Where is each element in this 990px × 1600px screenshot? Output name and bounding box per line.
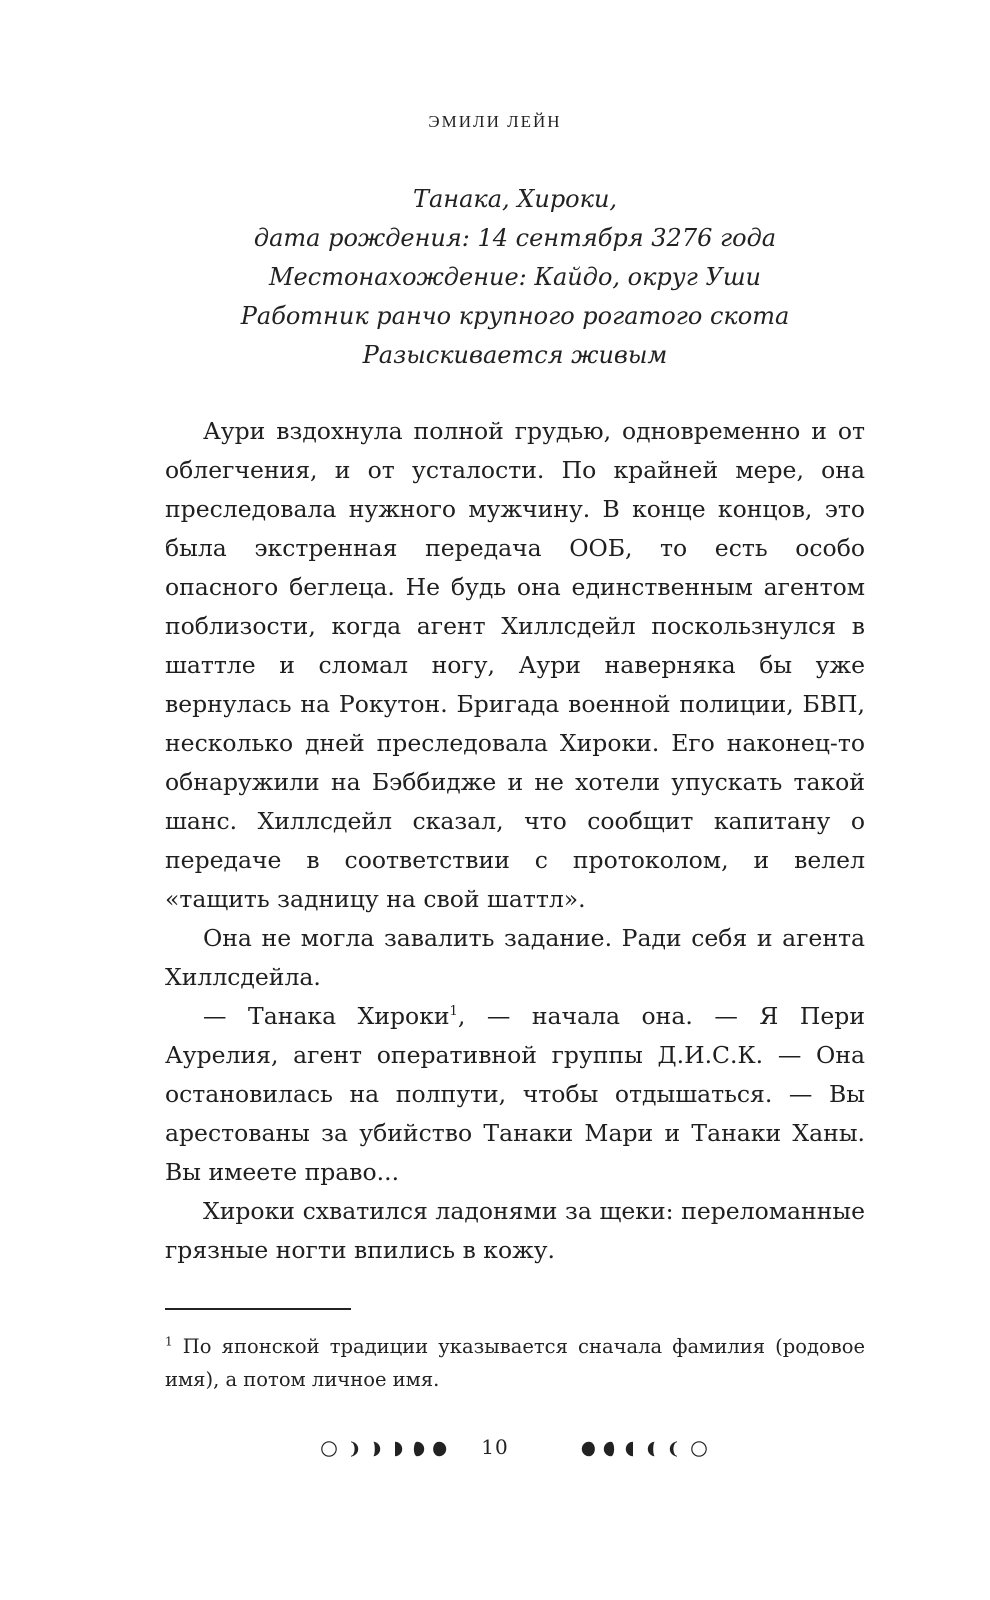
moon-waning-gibbous-icon: [624, 1440, 642, 1458]
dialogue-paragraph: [165, 997, 865, 1192]
moon-waning-crescent-icon: [668, 1440, 686, 1458]
moon-first-quarter-icon: [364, 1440, 382, 1458]
epigraph: [165, 180, 865, 375]
moon-new-icon: [430, 1440, 448, 1458]
moon-full-icon: [320, 1440, 338, 1458]
dialogue-text: — Танака Хироки: [203, 1002, 450, 1030]
page-number: 10: [481, 1435, 509, 1459]
moon-phase-ornament-right: [580, 1438, 708, 1460]
epigraph-line: Разыскивается живым: [362, 341, 668, 369]
paragraph: Хироки схватился ладонями за щеки: переломанные грязные ногти впились в кожу.: [165, 1197, 865, 1264]
paragraph: Аури вздохнула полной грудью, одновременно и от облегчения, и от усталости. По крайней мере, она преследовала нужного мужчину. В конце концов, это была экстренная передача ООБ, то есть особо опасного беглеца. Не будь она единственным агентом поблизости, когда агент Хиллсдейл поскользнулся в шаттле и сломал ногу, Аури наверняка бы уже вернулась на Рокутон. Бригада военной полиции, БВП, несколько дней преследовала Хироки. Его наконец-то обнаружили на Бэббидже и не хотели упускать такой шанс. Хиллсдейл сказал, что сообщит капитану о передаче в соответствии с протоколом, и велел «тащить задницу на свой шаттл».: [165, 417, 865, 913]
epigraph-line: дата рождения: 14 сентября 3276 года: [253, 224, 777, 252]
footnote-reference[interactable]: 1: [449, 1004, 458, 1020]
body-text: [165, 412, 865, 1270]
paragraph: Она не могла завалить задание. Ради себя и агента Хиллсдейла.: [165, 924, 865, 991]
epigraph-line: Местонахождение: Кайдо, округ Уши: [268, 263, 762, 291]
moon-last-quarter-icon: [646, 1440, 664, 1458]
epigraph-line: Работник ранчо крупного рогатого скота: [240, 302, 790, 330]
moon-new-icon: [580, 1440, 598, 1458]
moon-waxing-gibbous-icon: [386, 1440, 404, 1458]
dialogue-text: , — начала она. — Я Пери Аурелия, агент оперативной группы Д.И.С.К. — Она остановилась на полпути, чтобы отдышаться. — Вы арестованы за убийство Танаки Мари и Танаки Ханы. Вы имеете право...: [165, 1002, 865, 1186]
moon-gibbous-icon: [602, 1440, 620, 1458]
moon-full-icon: [690, 1440, 708, 1458]
moon-waxing-crescent-icon: [342, 1440, 360, 1458]
page-footer: [0, 1433, 990, 1465]
moon-phase-ornament-left: [320, 1438, 448, 1460]
running-head: ЭМИЛИ ЛЕЙН: [428, 112, 562, 131]
moon-gibbous-icon: [408, 1440, 426, 1458]
footnote: [165, 1330, 865, 1396]
epigraph-line: Танака, Хироки,: [412, 185, 618, 213]
footnote-text: По японской традиции указывается сначала фамилия (родовое имя), а потом личное имя.: [165, 1335, 865, 1391]
footnote-marker: 1: [165, 1334, 173, 1349]
footnote-rule: [165, 1308, 351, 1310]
